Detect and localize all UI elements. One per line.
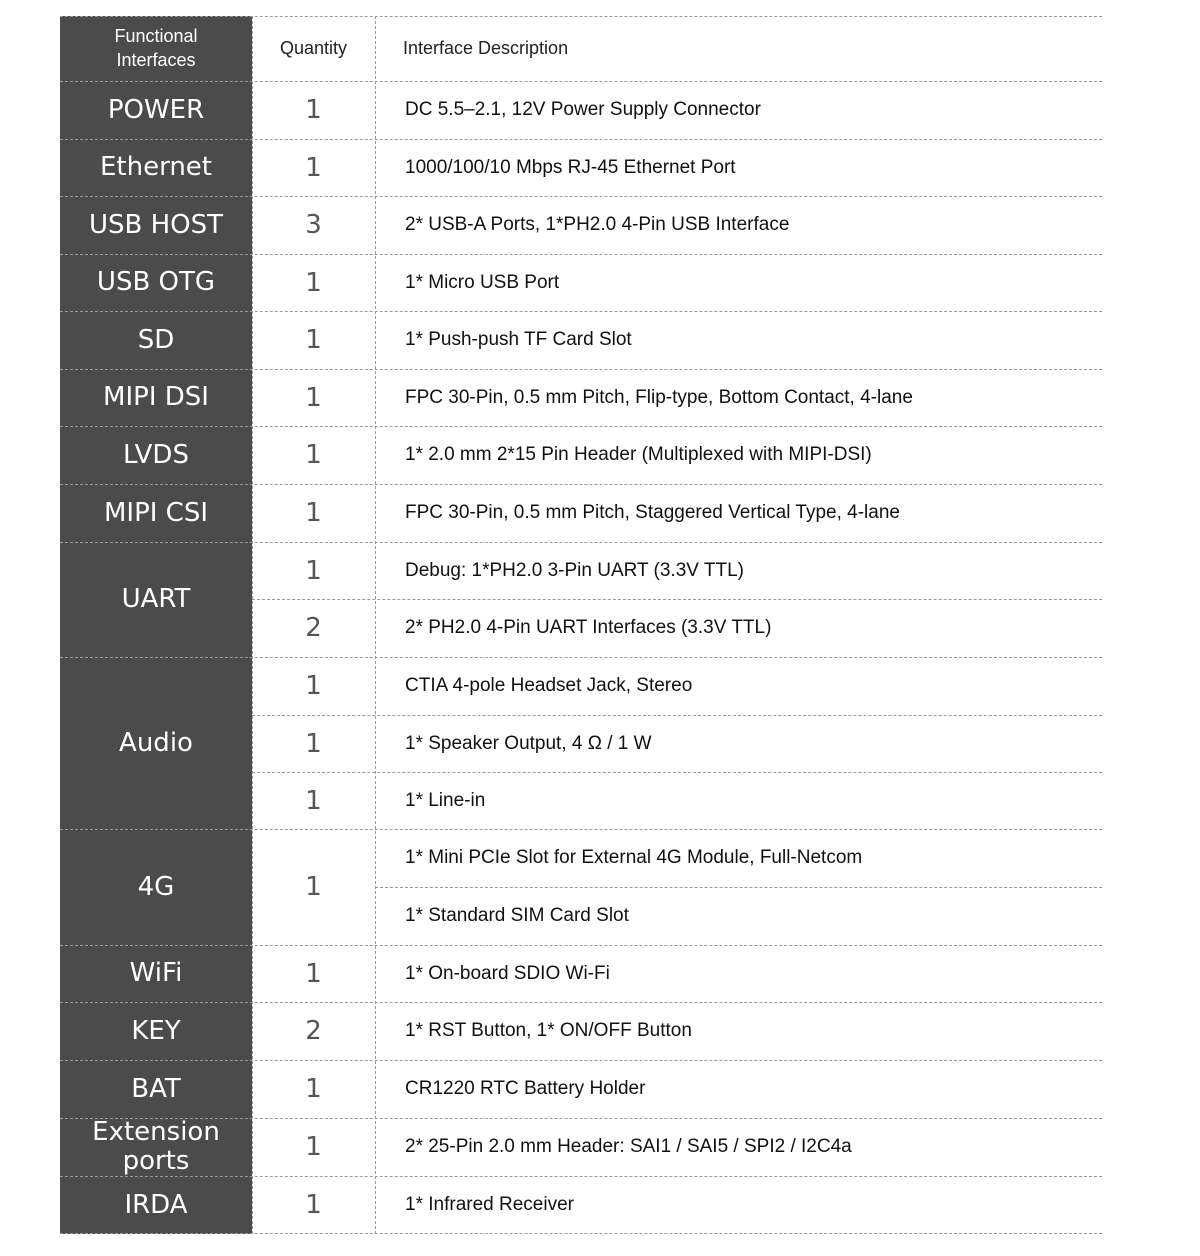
row-divider [60,1233,1102,1234]
row-divider [60,81,1102,82]
quantity-uart-ph2: 2 [305,613,322,643]
row-divider [60,945,1102,946]
interface-uart: UART [60,542,252,657]
interface-bat: BAT [60,1060,252,1118]
interface-audio: Audio [60,657,252,829]
header-functional-interfaces: Functional Interfaces [60,16,252,81]
quantity-bat: 1 [305,1074,322,1104]
description-irda: 1* Infrared Receiver [405,1194,574,1215]
quantity-usb-host: 3 [305,210,322,240]
interface-key: KEY [60,1002,252,1060]
interface-4g: 4G [60,829,252,945]
description-ethernet: 1000/100/10 Mbps RJ-45 Ethernet Port [405,156,736,178]
description-wifi: 1* On-board SDIO Wi-Fi [405,962,610,984]
description-power: DC 5.5–2.1, 12V Power Supply Connector [405,99,761,120]
description-lvds: 1* 2.0 mm 2*15 Pin Header (Multiplexed with MIPI-DSI) [405,444,872,465]
description-audio-line-in: 1* Line-in [405,789,486,811]
row-divider [60,369,1102,370]
interface-lvds: LVDS [60,426,252,484]
description-audio-headset: CTIA 4-pole Headset Jack, Stereo [405,675,693,696]
description-sd: 1* Push-push TF Card Slot [405,329,632,350]
quantity-power: 1 [305,95,322,125]
quantity-4g: 1 [305,872,322,902]
quantity-audio-headset: 1 [305,671,322,701]
row-divider [60,16,1102,17]
description-bat: CR1220 RTC Battery Holder [405,1078,646,1099]
row-divider [60,1118,1102,1119]
quantity-key: 2 [305,1016,322,1046]
quantity-uart-debug: 1 [305,555,322,586]
row-divider [375,887,1102,888]
row-divider [60,829,1102,830]
row-divider [60,1002,1102,1003]
row-divider [252,715,1102,716]
quantity-audio-speaker: 1 [305,728,322,759]
quantity-mipi-csi: 1 [305,498,322,528]
quantity-usb-otg: 1 [305,267,322,298]
quantity-audio-line-in: 1 [305,785,322,816]
row-divider [60,254,1102,255]
description-4g-sim: 1* Standard SIM Card Slot [405,905,629,926]
interface-ethernet: Ethernet [60,139,252,196]
interface-spec-table [60,16,1102,1234]
interface-power: POWER [60,81,252,139]
row-divider [60,1060,1102,1061]
quantity-mipi-dsi: 1 [305,382,322,413]
interface-irda: IRDA [60,1176,252,1234]
row-divider [60,1176,1102,1177]
header-interface-description: Interface Description [403,38,569,58]
description-mipi-csi: FPC 30-Pin, 0.5 mm Pitch, Staggered Vertical Type, 4-lane [405,502,900,523]
quantity-irda: 1 [305,1190,322,1220]
row-divider [60,426,1102,427]
row-divider [60,484,1102,485]
header-quantity: Quantity [279,38,348,58]
description-uart-debug: Debug: 1*PH2.0 3-Pin UART (3.3V TTL) [405,559,744,581]
interface-wifi: WiFi [60,945,252,1002]
description-4g-mini-pcie: 1* Mini PCIe Slot for External 4G Module, Full-Netcom [405,847,863,868]
interface-mipi-csi: MIPI CSI [60,484,252,542]
quantity-extension-ports: 1 [305,1132,322,1162]
interface-usb-host: USB HOST [60,196,252,254]
row-divider [60,139,1102,140]
interface-usb-otg: USB OTG [60,254,252,311]
row-divider [60,542,1102,543]
description-mipi-dsi: FPC 30-Pin, 0.5 mm Pitch, Flip-type, Bottom Contact, 4-lane [405,386,913,408]
description-usb-otg: 1* Micro USB Port [405,271,560,293]
interface-extension-ports: Extension ports [60,1118,252,1176]
description-extension-ports: 2* 25-Pin 2.0 mm Header: SAI1 / SAI5 / SPI2 / I2C4a [405,1136,852,1157]
quantity-wifi: 1 [305,958,322,989]
quantity-sd: 1 [305,325,322,355]
row-divider [60,657,1102,658]
quantity-lvds: 1 [305,440,322,470]
description-audio-speaker: 1* Speaker Output, 4 Ω / 1 W [405,732,652,754]
row-divider [252,599,1102,600]
row-divider [60,196,1102,197]
row-divider [60,311,1102,312]
row-divider [252,772,1102,773]
description-uart-ph2: 2* PH2.0 4-Pin UART Interfaces (3.3V TTL) [405,617,772,638]
description-key: 1* RST Button, 1* ON/OFF Button [405,1020,692,1041]
interface-mipi-dsi: MIPI DSI [60,369,252,426]
description-usb-host: 2* USB-A Ports, 1*PH2.0 4-Pin USB Interface [405,214,790,235]
interface-sd: SD [60,311,252,369]
quantity-ethernet: 1 [305,152,322,183]
